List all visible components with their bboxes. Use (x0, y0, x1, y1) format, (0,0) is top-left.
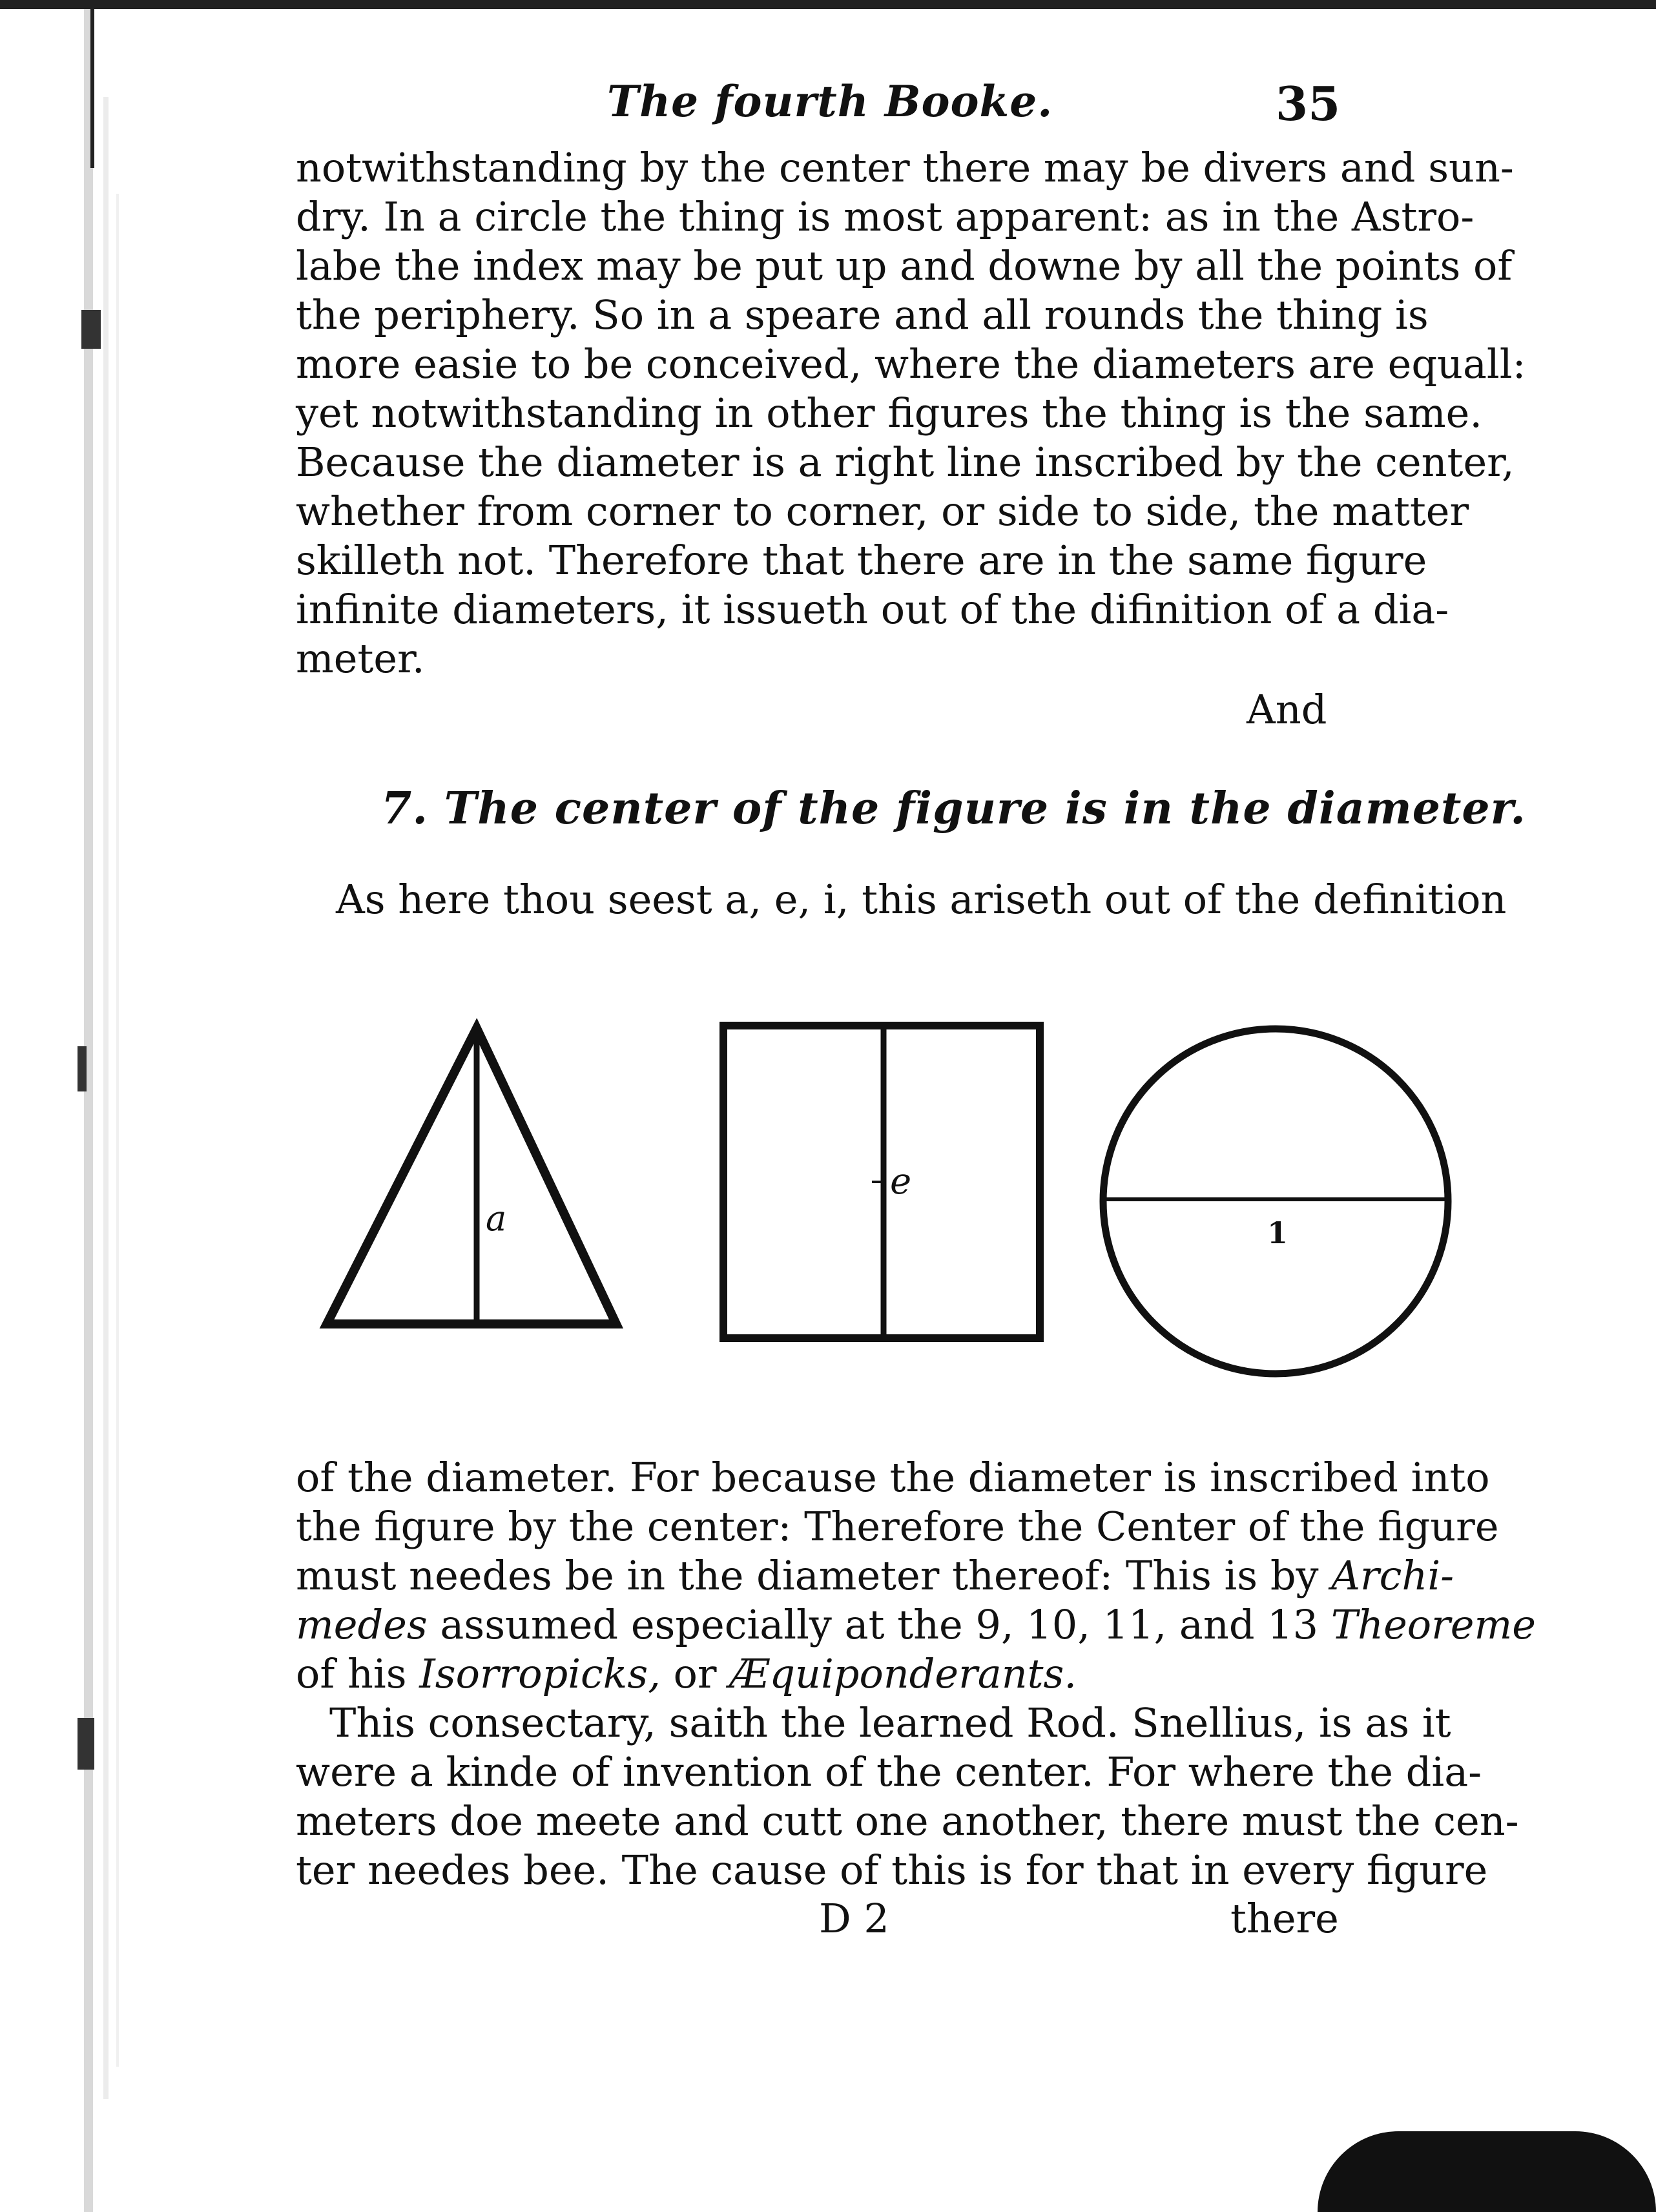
paragraph-1-line: infinite diameters, it issueth out of the difinition of a dia- (296, 586, 1449, 633)
paragraph-1-line: Because the diameter is a right line inscribed by the center, (296, 439, 1515, 486)
paragraph-3-line: This consectary, saith the learned Rod. Snellius, is as it (329, 1699, 1451, 1746)
paragraph-1-line: the periphery. So in a speare and all rounds the thing is (296, 291, 1429, 338)
circle-figure (1103, 1029, 1448, 1374)
paragraph-1-line: yet notwithstanding in other figures the thing is the same. (296, 389, 1483, 437)
running-head-title: The fourth Booke. (607, 76, 1053, 127)
italic-theoreme: Theoreme (1330, 1601, 1536, 1648)
rectangle-figure (723, 1026, 1040, 1338)
page-number: 35 (1276, 76, 1341, 131)
paragraph-1-line: more easie to be conceived, where the diameters are equall: (296, 340, 1526, 388)
paragraph-2-text: or (673, 1650, 717, 1697)
paragraph-3-line: meters doe meete and cutt one another, there must the cen- (296, 1797, 1519, 1845)
paragraph-2-line (296, 1551, 1454, 1600)
circle-label: 1 (1267, 1215, 1289, 1250)
catchword-top: And (1247, 686, 1327, 733)
paragraph-2-text: assumed especially at the 9, 10, 11, and 13 (440, 1601, 1319, 1648)
paragraph-2-text: must needes be in the diameter thereof: This is by (296, 1552, 1319, 1599)
italic-equiponderants: Æquiponderants. (729, 1650, 1077, 1697)
catchword-bottom: there (1230, 1895, 1339, 1942)
triangle-figure (327, 1028, 616, 1324)
paragraph-2-line (296, 1649, 1329, 1699)
paragraph-1-line: dry. In a circle the thing is most apparent: as in the Astro- (296, 193, 1475, 240)
italic-archi: Archi- (1331, 1552, 1454, 1599)
paragraph-3-line: ter needes bee. The cause of this is for that in every figure (296, 1846, 1488, 1894)
proposition-heading: 7. The center of the figure is in the diameter. (381, 783, 1526, 834)
italic-medes: medes (296, 1601, 428, 1648)
italic-isorropicks: Isorropicks, (419, 1650, 661, 1697)
paragraph-2-line: the figure by the center: Therefore the Center of the figure (296, 1503, 1499, 1550)
paragraph-1-line: notwithstanding by the center there may be divers and sun- (296, 144, 1514, 191)
paragraph-1-line: whether from corner to corner, or side to side, the matter (296, 488, 1469, 535)
paragraph-1-line: meter. (296, 635, 425, 682)
triangle-label: a (486, 1198, 507, 1239)
rectangle-label: e (890, 1161, 912, 1203)
paragraph-2-line: of the diameter. For because the diameter is inscribed into (296, 1454, 1490, 1501)
paragraph-2-line (296, 1600, 1536, 1649)
paragraph-1-line: labe the index may be put up and downe by all the points of (296, 242, 1513, 289)
figure-intro-line: As here thou seest a, e, i, this ariseth out of the definition (336, 876, 1507, 923)
signature-mark: D 2 (819, 1895, 889, 1942)
paragraph-3-line: were a kinde of invention of the center. For where the dia- (296, 1748, 1482, 1795)
paragraph-1-line: skilleth not. Therefore that there are in the same figure (296, 537, 1427, 584)
paragraph-2-text: of his (296, 1650, 407, 1697)
